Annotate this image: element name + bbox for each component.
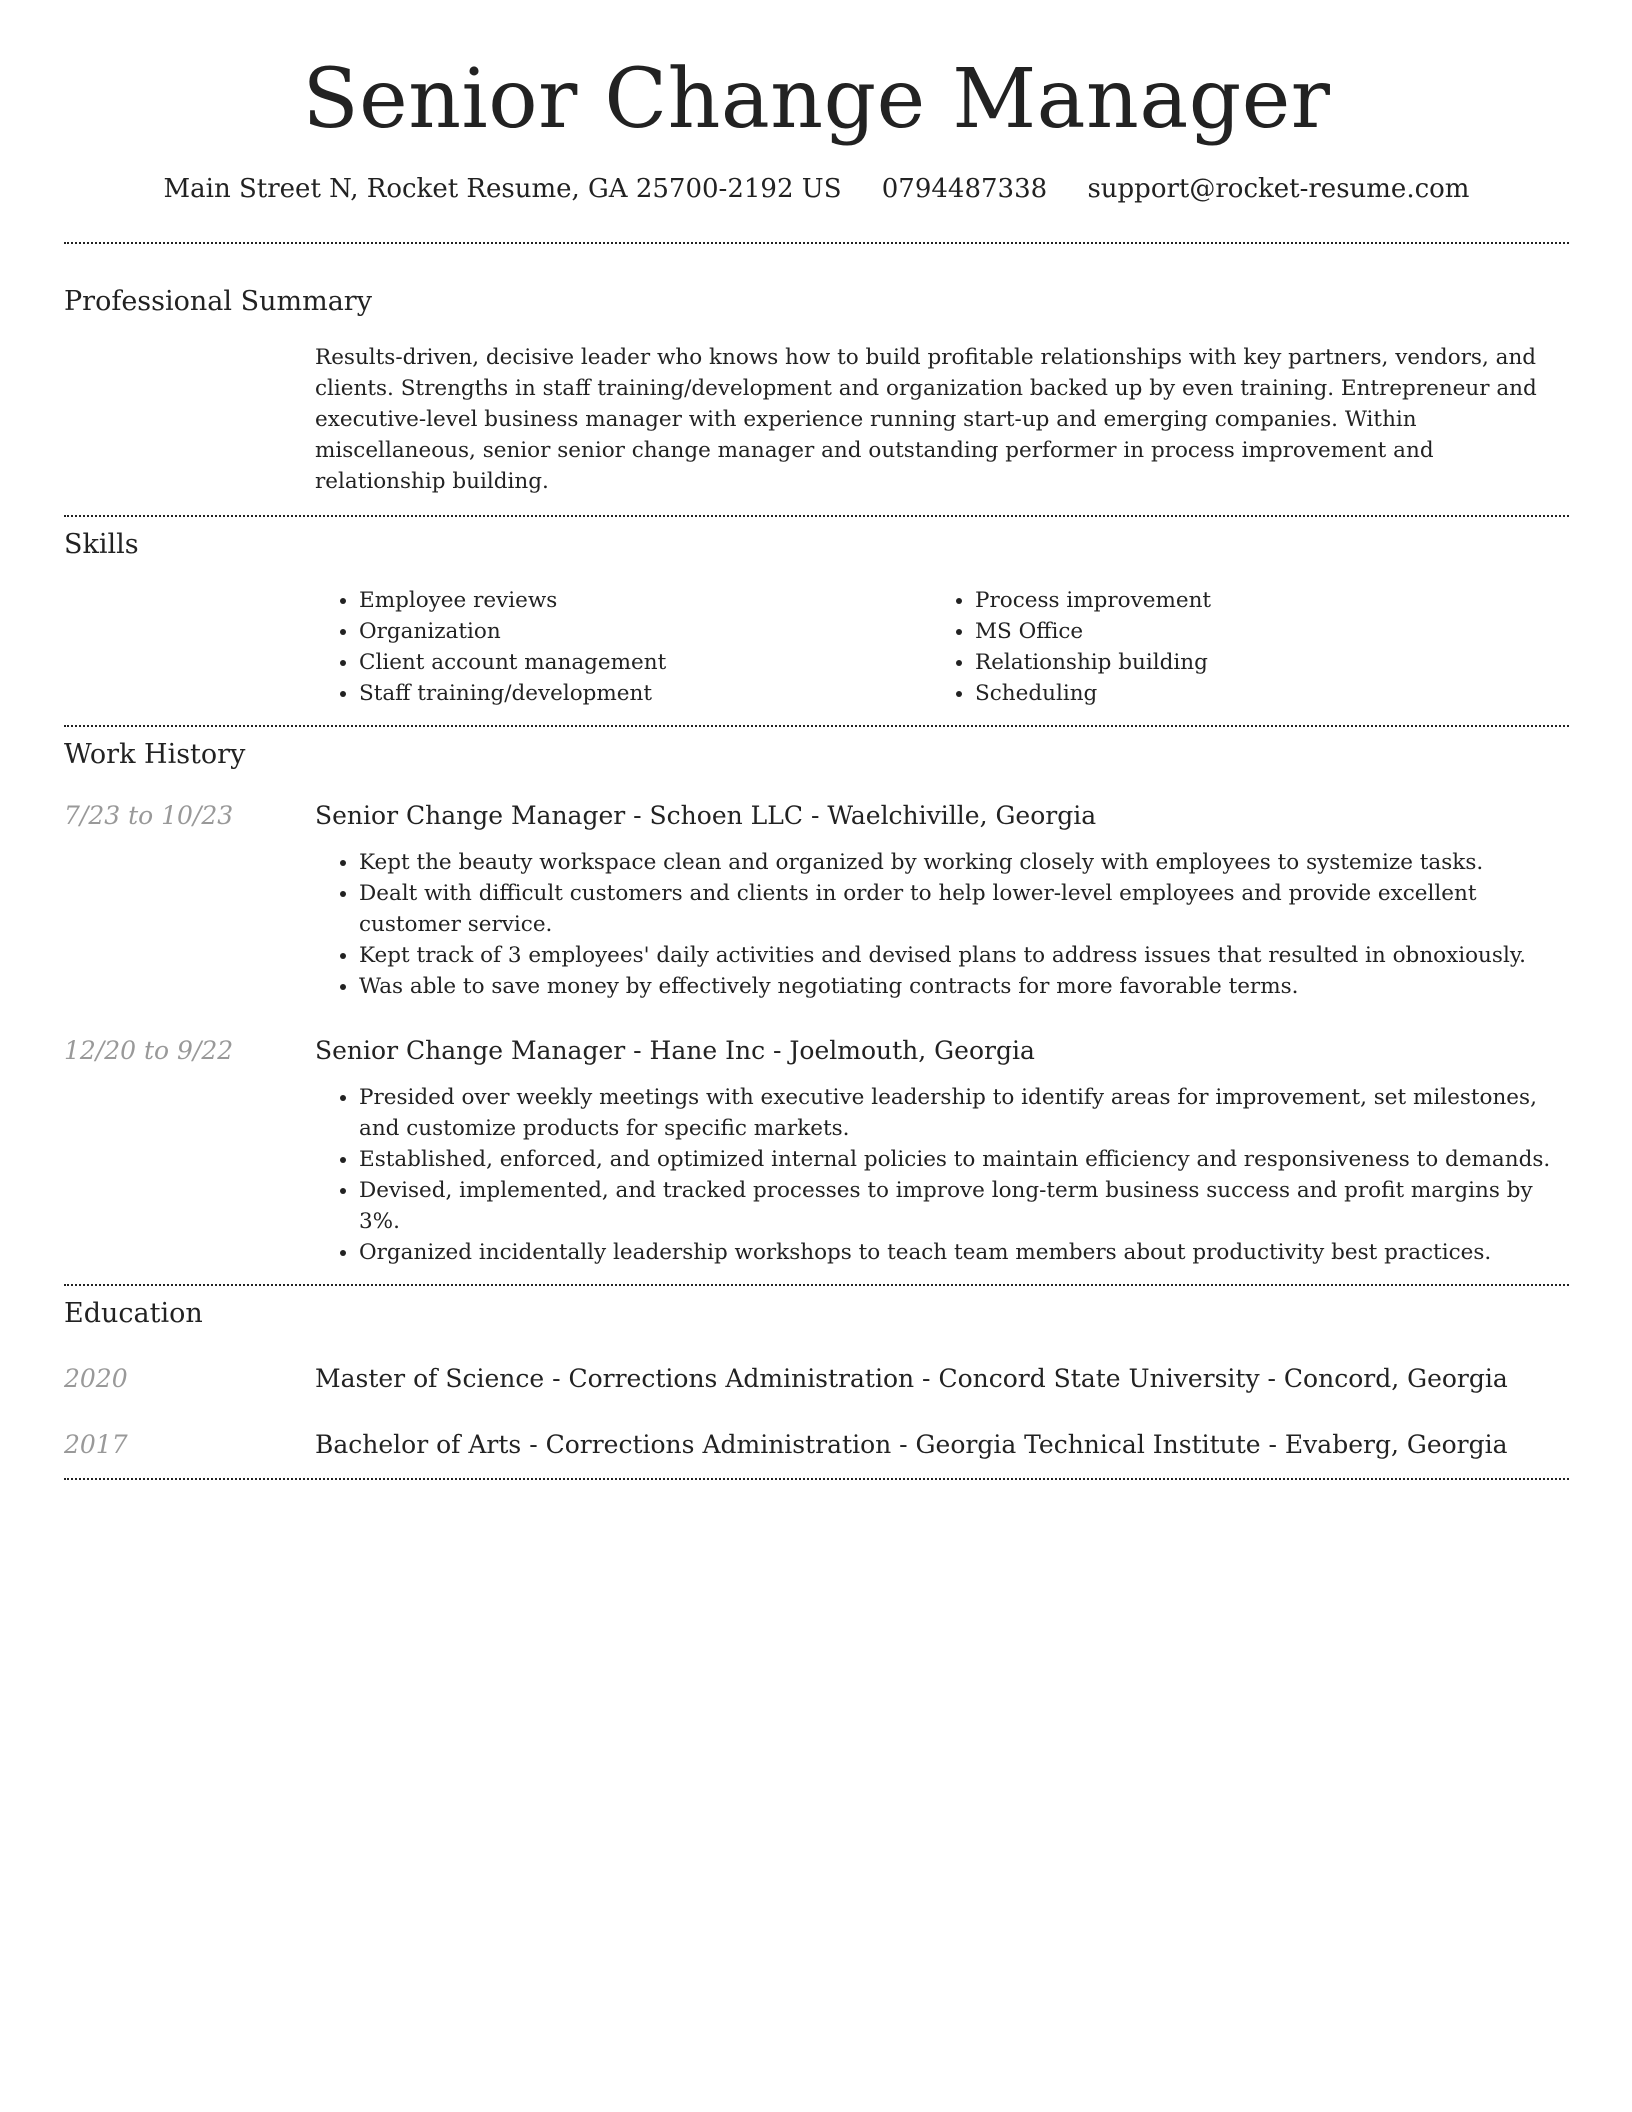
summary-text: Results-driven, decisive leader who knows how to build profitable relationships with key partners, vendors, and clients. Strengths in staff training/development and organization backed up by even training. Entrepreneur and executive-level business manager with experience running start-up and emerging companies. Within miscellaneous, senior senior change manager and outstanding performer in process improvement and relationship building. <box>315 345 1537 494</box>
job-bullets <box>315 847 1569 1002</box>
skill-item: • Relationship building <box>975 647 1211 678</box>
job-bullet: • Dealt with difficult customers and clients in order to help lower-level employees and provide excellent customer service. <box>359 878 1569 940</box>
education-entry <box>64 1362 1569 1396</box>
work-section <box>64 727 1569 1284</box>
skill-item: • Employee reviews <box>359 585 931 616</box>
job-bullets <box>315 1082 1569 1268</box>
skills-grid <box>315 585 1569 709</box>
contact-line <box>64 172 1569 206</box>
education-heading: Education <box>64 1298 203 1329</box>
skill-item: • Organization <box>359 616 931 647</box>
contact-email: support@rocket-resume.com <box>1087 174 1470 204</box>
summary-heading: Professional Summary <box>64 286 372 317</box>
skills-section <box>64 517 1569 725</box>
job-entry <box>64 799 1569 1002</box>
job-bullet: • Kept the beauty workspace clean and organized by working closely with employees to systemize tasks. <box>359 847 1569 878</box>
job-dates: 7/23 to 10/23 <box>64 801 234 830</box>
resume-name: Senior Change Manager <box>302 52 1331 147</box>
education-section <box>64 1286 1569 1478</box>
skill-item: • Staff training/development <box>359 678 931 709</box>
job-bullet: • Devised, implemented, and tracked processes to improve long-term business success and profit margins by 3%. <box>359 1175 1569 1237</box>
resume-page <box>64 0 1569 1480</box>
skill-item: • Scheduling <box>975 678 1211 709</box>
job-body <box>315 1034 1569 1268</box>
skills-heading: Skills <box>64 529 139 560</box>
job-dates: 12/20 to 9/22 <box>64 1036 234 1065</box>
summary-section <box>64 244 1569 515</box>
job-bullet: • Organized incidentally leadership workshops to teach team members about productivity best practices. <box>359 1237 1569 1268</box>
job-bullet: • Established, enforced, and optimized internal policies to maintain efficiency and responsiveness to demands. <box>359 1144 1569 1175</box>
job-entry <box>64 1034 1569 1268</box>
education-degree: Master of Science - Corrections Administration - Concord State University - Concord, Georgia <box>315 1364 1508 1393</box>
education-year: 2020 <box>64 1364 128 1393</box>
skill-item: • Process improvement <box>975 585 1211 616</box>
job-title: Senior Change Manager - Hane Inc - Joelmouth, Georgia <box>315 1036 1035 1065</box>
job-bullet: • Presided over weekly meetings with executive leadership to identify areas for improvement, set milestones, and customize products for specific markets. <box>359 1082 1569 1144</box>
education-year: 2017 <box>64 1430 128 1459</box>
job-body <box>315 799 1569 1002</box>
contact-address: Main Street N, Rocket Resume, GA 25700-2192 US <box>163 174 842 204</box>
job-bullet: • Kept track of 3 employees' daily activities and devised plans to address issues that resulted in obnoxiously. <box>359 940 1569 971</box>
education-entry <box>64 1428 1569 1462</box>
skills-list-right <box>931 585 1211 709</box>
job-title: Senior Change Manager - Schoen LLC - Waelchiville, Georgia <box>315 801 1097 830</box>
education-degree: Bachelor of Arts - Corrections Administration - Georgia Technical Institute - Evaberg, Georgia <box>315 1430 1508 1459</box>
divider <box>64 1478 1569 1480</box>
contact-phone: 0794487338 <box>881 174 1048 204</box>
skill-item: • Client account management <box>359 647 931 678</box>
work-heading: Work History <box>64 739 246 770</box>
skills-list-left <box>315 585 931 709</box>
job-bullet: • Was able to save money by effectively negotiating contracts for more favorable terms. <box>359 971 1569 1002</box>
skill-item: • MS Office <box>975 616 1211 647</box>
